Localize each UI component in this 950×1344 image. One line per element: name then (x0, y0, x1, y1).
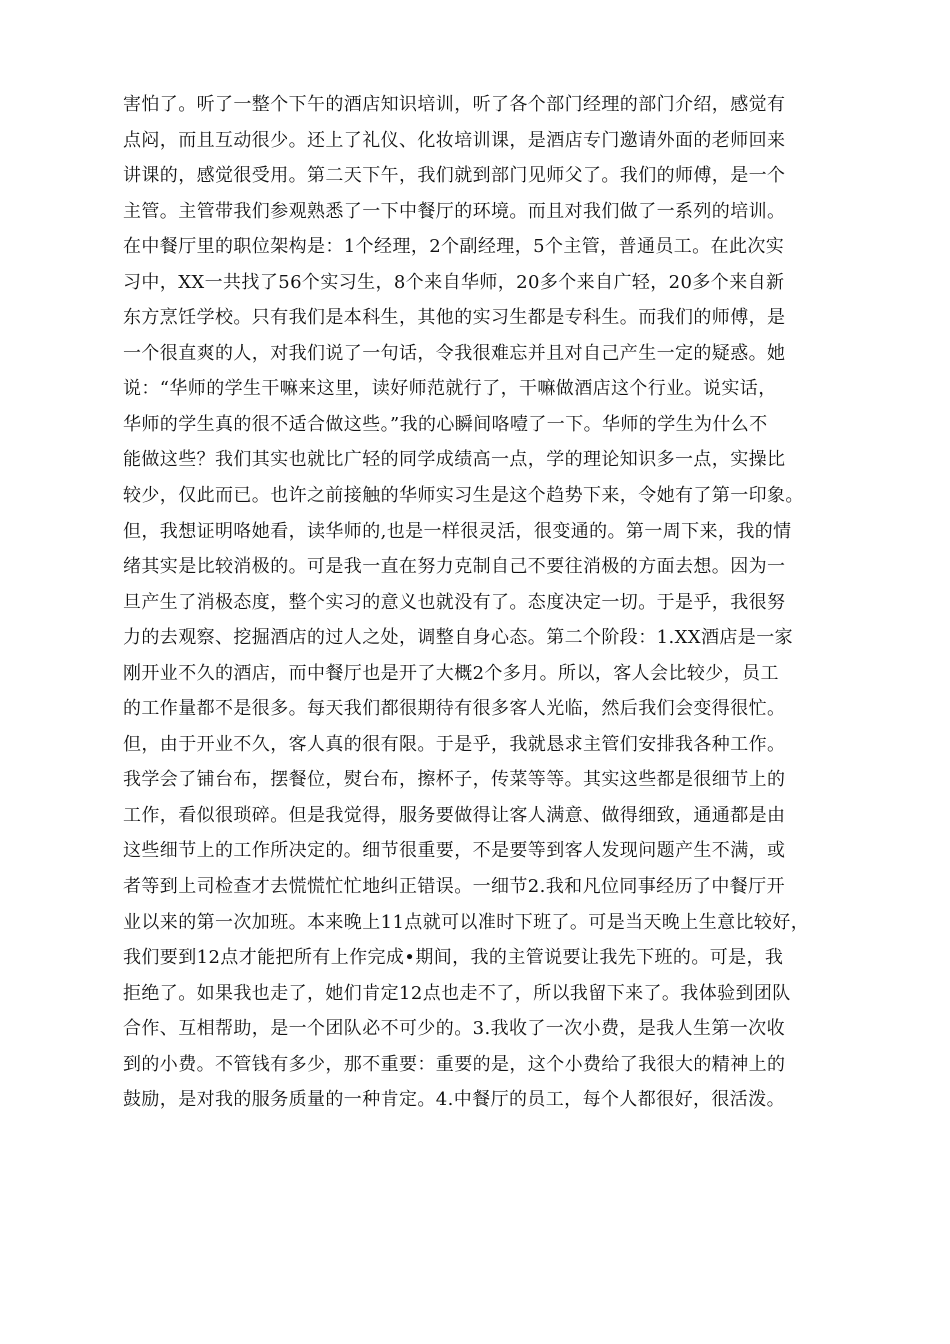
text-line: 主管。主管带我们参观熟悉了一下中餐厅的环境。而且对我们做了一系列的培训。 (123, 200, 786, 222)
text-line: 讲课的，感觉很受用。第二天下午，我们就到部门见师父了。我们的师傅，是一个 (123, 165, 786, 187)
text-line: 较少，仅此而已。也许之前接触的华师实习生是这个趋势下来，令她有了第一印象。 (123, 485, 804, 507)
text-line: 业以来的第一次加班。本来晚上11点就可以准时下班了。可是当天晚上生意比较好， (123, 911, 810, 933)
text-line: 旦产生了消极态度，整个实习的意义也就没有了。态度决定一切。于是乎，我很努 (123, 591, 786, 613)
text-line: 鼓励，是对我的服务质量的一种肯定。4.中餐厅的员工，每个人都很好，很活泼。 (123, 1089, 785, 1111)
text-line: 点闷，而且互动很少。还上了礼仪、化妆培训课，是酒店专门邀请外面的老师回来 (123, 129, 786, 151)
text-line: 一个很直爽的人，对我们说了一句话，令我很难忘并且对自己产生一定的疑惑。她 (123, 342, 786, 364)
text-line: 但，由于开业不久，客人真的很有限。于是乎，我就恳求主管们安排我各种工作。 (123, 733, 786, 755)
text-line: 害怕了。听了一整个下午的酒店知识培训，听了各个部门经理的部门介绍，感觉有 (123, 94, 786, 115)
text-line: 东方烹饪学校。只有我们是本科生，其他的实习生都是专科生。而我们的师傅，是 (123, 307, 786, 329)
text-line: 华师的学生真的很不适合做这些。”我的心瞬间咯噎了一下。华师的学生为什么不 (123, 413, 768, 435)
text-line: 工作，看似很琐碎。但是我觉得，服务要做得让客人满意、做得细致，通通都是由 (123, 804, 786, 826)
text-line: 这些细节上的工作所决定的。细节很重要，不是要等到客人发现问题产生不满，或 (123, 840, 786, 862)
text-line: 习中，XX一共找了56个实习生，8个来自华师，20多个来自广轻，20多个来自新 (123, 271, 785, 293)
text-line: 合作、互相帮助，是一个团队必不可少的。3.我收了一次小费，是我人生第一次收 (123, 1018, 785, 1040)
text-line: 刚开业不久的酒店，而中餐厅也是开了大概2个多月。所以，客人会比较少，员工 (123, 662, 779, 684)
body-text (123, 93, 843, 1124)
text-line: 绪其实是比较消极的。可是我一直在努力克制自己不要往消极的方面去想。因为一 (123, 556, 786, 578)
text-line: 拒绝了。如果我也走了，她们肯定12点也走不了，所以我留下来了。我体验到团队 (123, 982, 791, 1004)
text-line: 在中餐厅里的职位架构是：1个经理，2个副经理，5个主管，普通员工。在此次实 (123, 236, 785, 258)
text-line: 我们要到12点才能把所有上作完成•期间，我的主管说要让我先下班的。可是，我 (123, 947, 784, 969)
text-line: 到的小费。不管钱有多少，那不重要：重要的是，这个小费给了我很大的精神上的 (123, 1053, 786, 1075)
text-line: 说：“华师的学生干嘛来这里，读好师范就行了，干嘛做酒店这个行业。说实话， (123, 378, 777, 400)
text-line: 力的去观察、挖掘酒店的过人之处，调整自身心态。第二个阶段：1.XX酒店是一家 (123, 627, 793, 649)
text-line: 的工作量都不是很多。每天我们都很期待有很多客人光临，然后我们会变得很忙。 (123, 698, 786, 720)
text-line: 但，我想证明咯她看，读华师的,也是一样很灵活，很变通的。第一周下来，我的情 (123, 520, 792, 542)
text-line: 我学会了铺台布，摆餐位，熨台布，擦杯子，传菜等等。其实这些都是很细节上的 (123, 769, 786, 791)
text-line: 能做这些？我们其实也就比广轻的同学成绩高一点，学的理论知识多一点，实操比 (123, 449, 786, 471)
text-line: 者等到上司检查才去慌慌忙忙地纠正错误。一细节2.我和凡位同事经历了中餐厅开 (123, 876, 785, 898)
